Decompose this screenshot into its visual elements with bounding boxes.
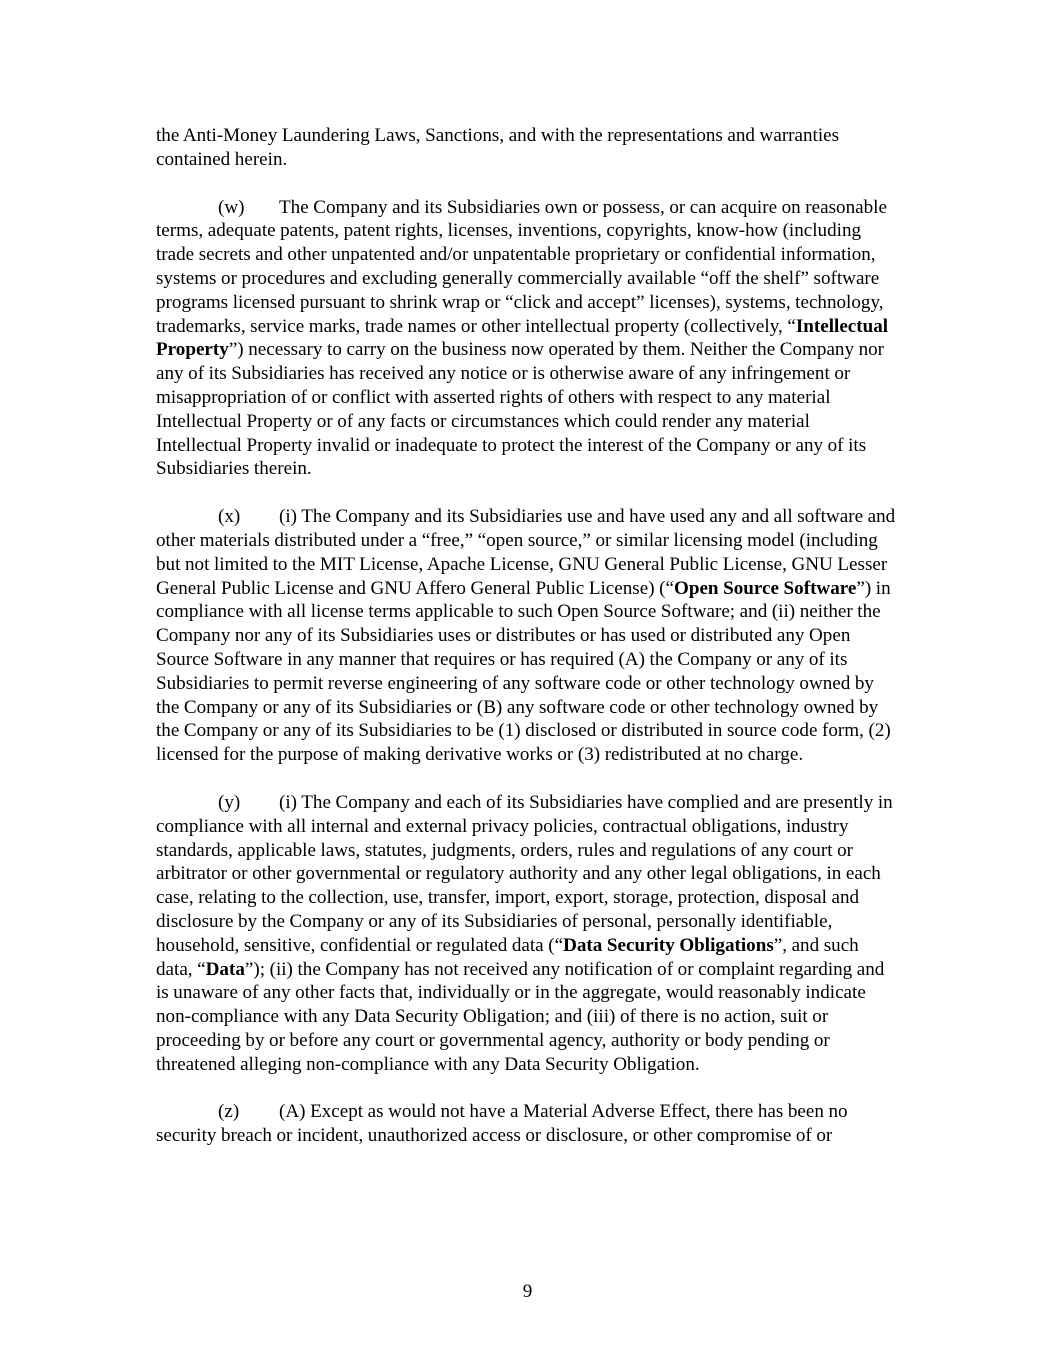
defined-term: Data [205,958,245,980]
paragraph-text: the Anti-Money Laundering Laws, Sanctions, and with the representations and warranties contained herein. [156,125,840,170]
paragraph-label: (z) [218,1101,240,1123]
document-page [156,124,898,1172]
paragraph-text: ”); (ii) the Company has not received any notification of or complaint regarding and is unaware of any other facts that, individually or in the aggregate, would reasonably indicate non-compliance with any Data Security Obligation; and (iii) of there is no action, suit or proceeding by or before any court or governmental agency, authority or body pending or threatened alleging non-compliance with any Data Security Obligation. [156,958,885,1075]
paragraph-z [156,1100,898,1148]
paragraph-label: (x) [218,506,241,528]
paragraph-text: (i) The Company and each of its Subsidiaries have complied and are presently in compliance with all internal and external privacy policies, contractual obligations, industry standards, applicable laws, statutes, judgments, orders, rules and regulations of any court or arbitrator or other governmental or regulatory authority and any other legal obligations, in each case, relating to the collection, use, transfer, import, export, storage, protection, disposal and disclosure by the Company or any of its Subsidiaries of personal, personally identifiable, household, sensitive, confidential or regulated data (“ [156,791,893,956]
paragraph-label: (w) [218,196,245,218]
defined-term: Data Security Obligations [563,934,774,956]
paragraph-text: ”) in compliance with all license terms applicable to such Open Source Software; and (ii) neither the Company nor any of its Subsidiaries uses or distributes or has used or distributed any Open Source Software in any manner that requires or has required (A) the Company or any of its Subsidiaries to permit reverse engineering of any software code or other technology owned by the Company or any of its Subsidiaries or (B) any software code or other technology owned by the Company or any of its Subsidiaries to be (1) disclosed or distributed in source code form, (2) licensed for the purpose of making derivative works or (3) redistributed at no charge. [156,577,891,766]
paragraph-text: The Company and its Subsidiaries own or possess, or can acquire on reasonable terms, adequate patents, patent rights, licenses, inventions, copyrights, know-how (including trade secrets and other unpatented and/or unpatentable proprietary or confidential information, systems or procedures and excluding generally commercially available “off the shelf” software programs licensed pursuant to shrink wrap or “click and accept” licenses), systems, technology, trademarks, service marks, trade names or other intellectual property (collectively, “ [156,196,887,337]
paragraph-w [156,196,898,482]
paragraph-text: ”) necessary to carry on the business now operated by them. Neither the Company nor any of its Subsidiaries has received any notice or is otherwise aware of any infringement or misappropriation of or conflict with asserted rights of others with respect to any material Intellectual Property or of any facts or circumstances which could render any material Intellectual Property invalid or inadequate to protect the interest of the Company or any of its Subsidiaries therein. [156,339,885,480]
paragraph-label: (y) [218,791,241,813]
paragraph-text: (A) Except as would not have a Material Adverse Effect, there has been no security breach or incident, unauthorized access or disclosure, or other compromise of or [156,1101,848,1147]
paragraph-x [156,505,898,767]
defined-term: Open Source Software [673,577,857,599]
paragraph-y [156,791,898,1077]
defined-term: Intellectual Property [156,315,889,361]
paragraph-text: ”, and such data, “ [156,934,859,980]
paragraph-continuation [156,124,898,172]
paragraph-text: (i) The Company and its Subsidiaries use and have used any and all software and other materials distributed under a “free,” “open source,” or similar licensing model (including but not limited to the MIT License, Apache License, GNU General Public License, GNU Lesser General Public License and GNU Affero General Public License) (“ [156,506,896,599]
page-number: 9 [522,1281,533,1302]
